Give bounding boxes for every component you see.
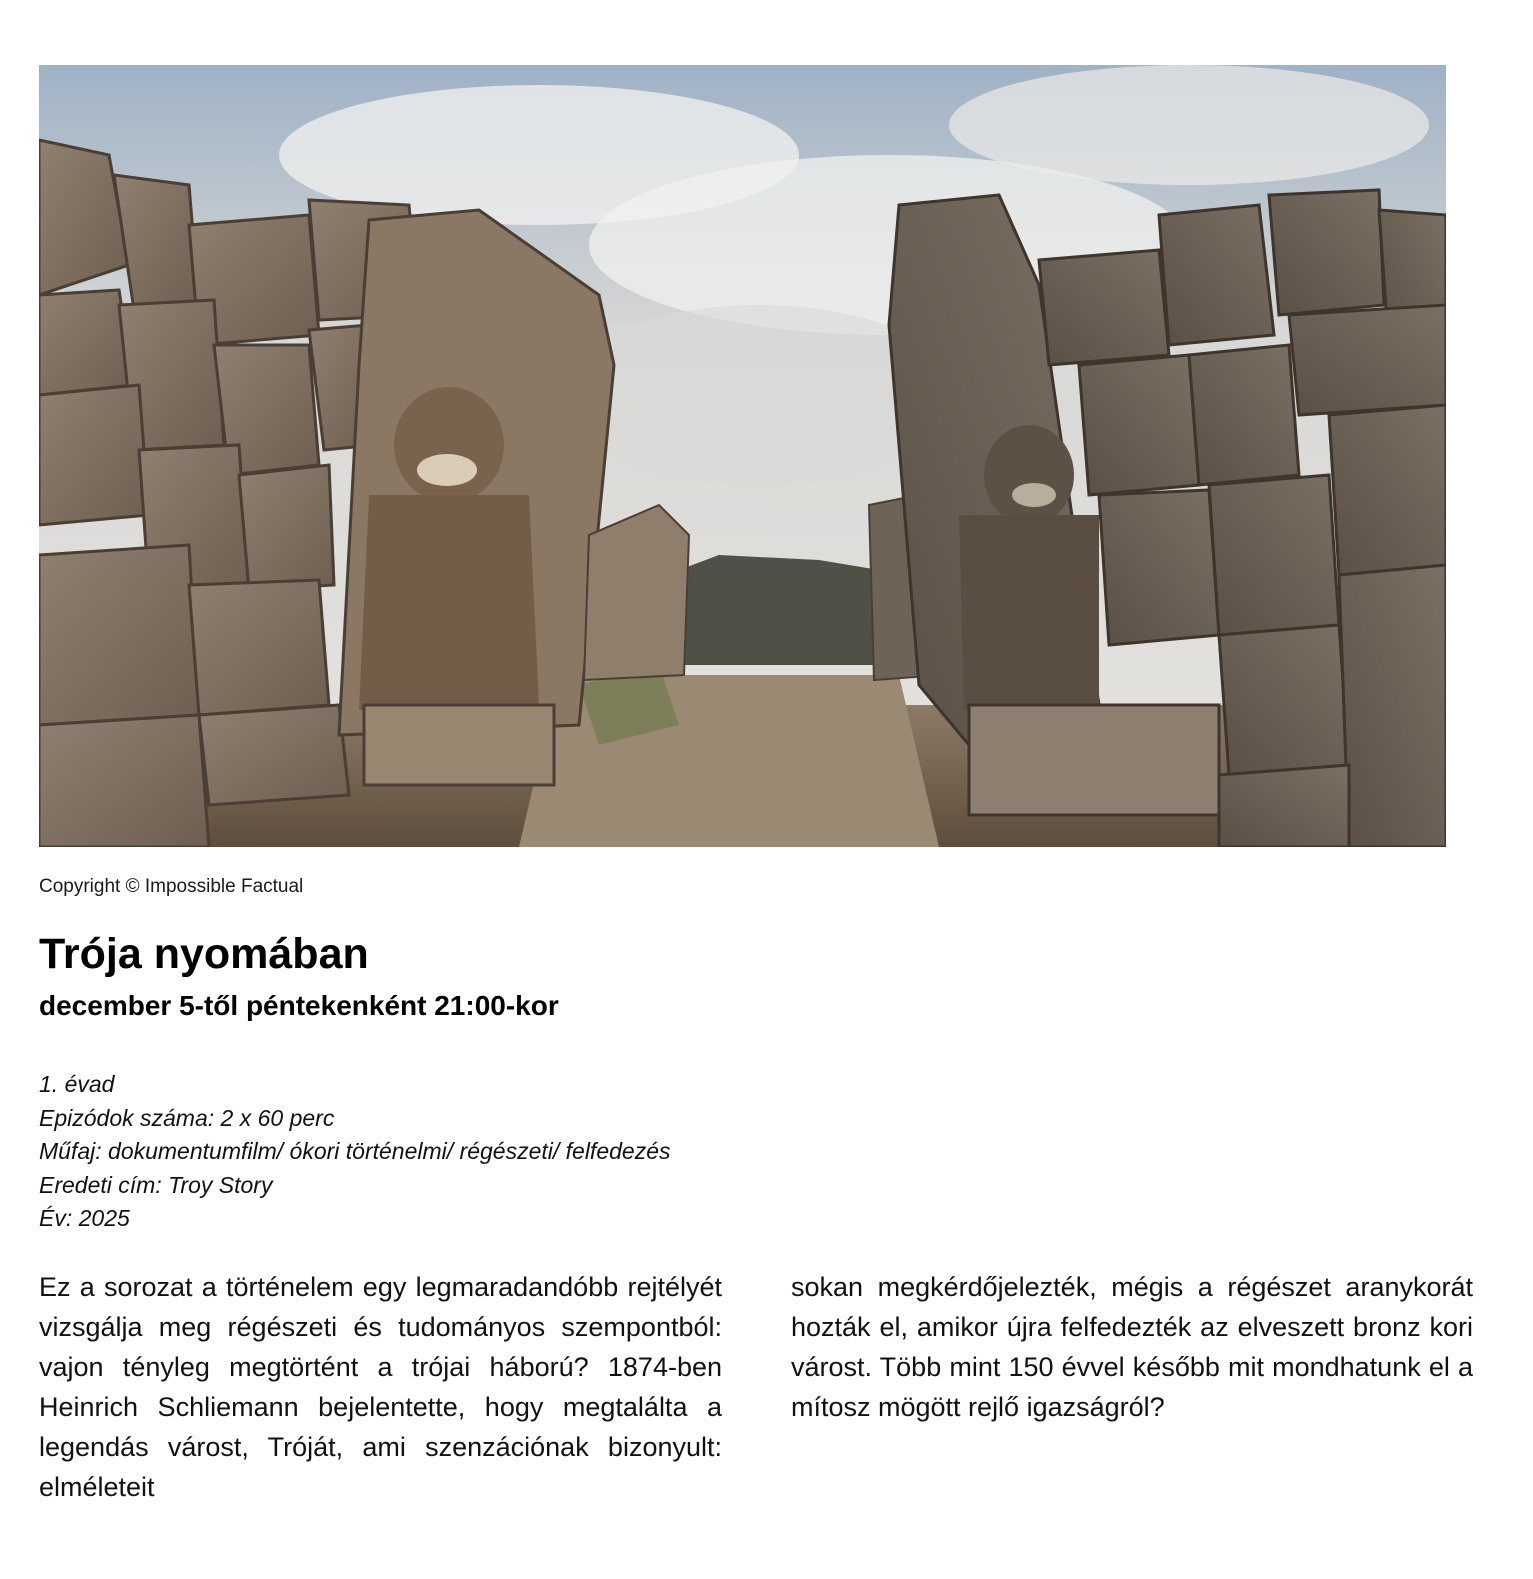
description-column-right: sokan megkérdőjelezték, mégis a régészet aranykorát hozták el, amikor újra felfedezték az elveszett bronz kori várost. Több mint 150 évvel később mit mondhatunk el a mítosz mögött rejlő igazságról?: [791, 1272, 1473, 1422]
genre: Műfaj: dokumentumfilm/ ókori történelmi/ régészeti/ felfedezés: [39, 1138, 671, 1164]
page-title: Trója nyomában: [39, 930, 369, 978]
season: 1. évad: [39, 1071, 115, 1097]
photo-copyright: Copyright © Impossible Factual: [39, 876, 304, 897]
broadcast-schedule: december 5-től péntekenként 21:00-kor: [39, 990, 559, 1021]
program-details: [39, 1068, 671, 1236]
year: Év: 2025: [39, 1205, 130, 1231]
episode-count: Epizódok száma: 2 x 60 perc: [39, 1104, 335, 1131]
original-title: Eredeti cím: Troy Story: [39, 1171, 273, 1198]
description-column-left: Ez a sorozat a történelem egy legmaradandóbb rejtélyét vizsgálja meg régészeti és tudományos szempontból: vajon tényleg megtörtént a trójai háború? 1874-ben Heinrich Schliemann bejelentette, hogy megtalálta a legendás várost, Tróját, ami szenzációnak bizonyult: elméleteit: [39, 1272, 722, 1502]
lion-gate-photo-icon: [39, 65, 1446, 847]
hero-photo: [39, 65, 1446, 847]
